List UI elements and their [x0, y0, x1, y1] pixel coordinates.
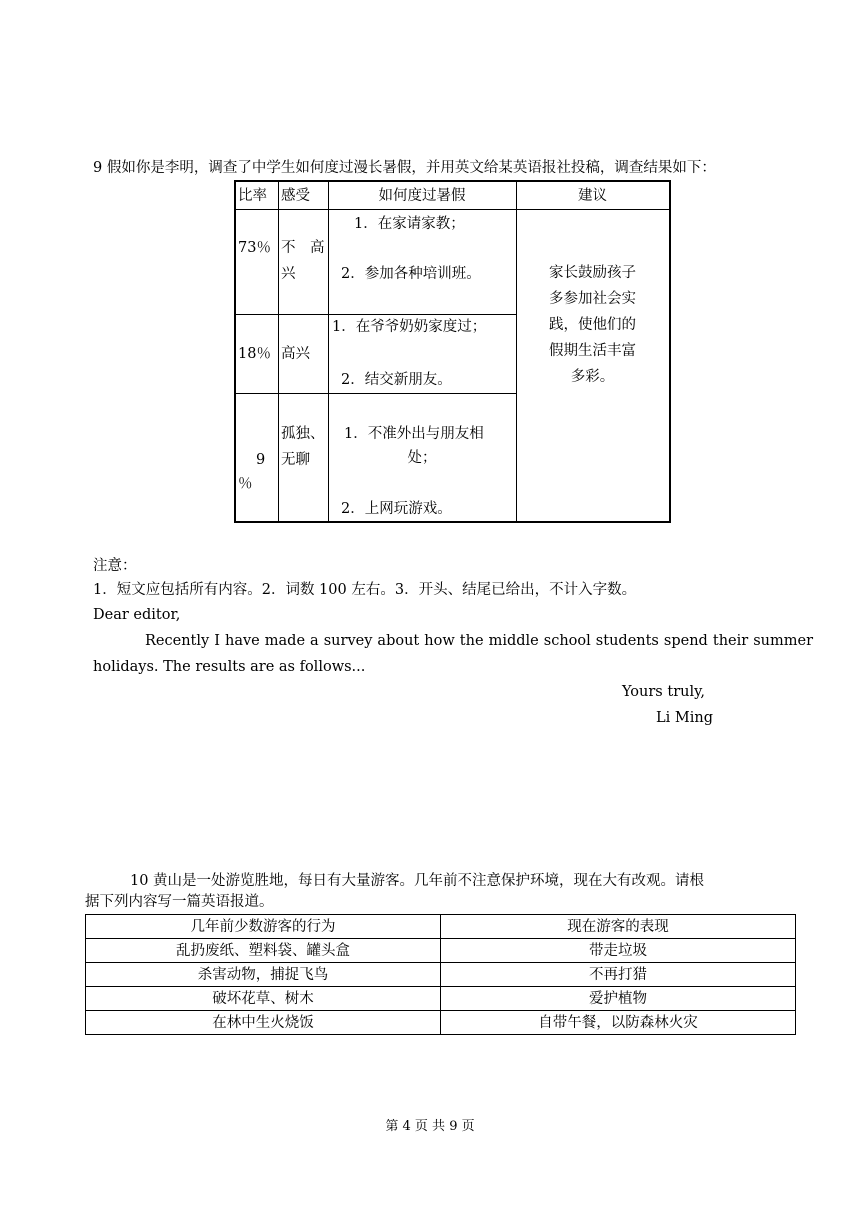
- q10-prompt-line2: 据下列内容写一篇英语报道。: [85, 894, 274, 910]
- table-cell: 不再打猎: [441, 963, 796, 987]
- row2-feeling: 高兴: [281, 346, 310, 362]
- advice-line: 践，使他们的: [549, 317, 636, 333]
- table-row: [86, 939, 796, 963]
- letter-signature: Li Ming: [656, 710, 713, 726]
- advice-line: 多参加社会实: [549, 291, 636, 307]
- row3-way-2: 2．上网玩游戏。: [341, 501, 452, 517]
- table-cell: 杀害动物，捕捉飞鸟: [86, 963, 441, 987]
- col-divider: [278, 182, 279, 521]
- row2-rate: 18％: [238, 346, 271, 362]
- row2-way-2: 2．结交新朋友。: [341, 372, 452, 388]
- survey-table: [234, 180, 671, 523]
- header-way: 如何度过暑假: [378, 188, 466, 204]
- table-row: [86, 963, 796, 987]
- header-rate: 比率: [238, 188, 267, 204]
- table-row: [86, 1011, 796, 1035]
- header-advice: 建议: [578, 188, 607, 204]
- letter-paragraph-line1: Recently I have made a survey about how the middle school students spend their summer: [145, 633, 813, 649]
- row-divider: [236, 209, 516, 210]
- q10-prompt-line1: 10 黄山是一处游览胜地，每日有大量游客。几年前不注意保护环境，现在大有改观。请根: [130, 873, 705, 889]
- table-header-row: [86, 915, 796, 939]
- table-cell: 爱护植物: [441, 987, 796, 1011]
- table-row: [86, 987, 796, 1011]
- letter-greeting: Dear editor,: [93, 607, 181, 623]
- row-divider: [516, 209, 669, 210]
- table-cell: 乱扔废纸、塑料袋、罐头盒: [86, 939, 441, 963]
- letter-closing: Yours truly,: [622, 684, 705, 700]
- row3-feeling-line2: 无聊: [281, 452, 310, 468]
- advice-line: 假期生活丰富: [549, 343, 636, 359]
- row3-way-1b: 处；: [407, 450, 437, 466]
- advice-line: 家长鼓励孩子: [549, 265, 636, 281]
- q9-prompt: 9 假如你是李明，调查了中学生如何度过漫长暑假，并用英文给某英语报社投稿，调查结果如下：: [93, 160, 716, 176]
- row1-feeling-line2: 兴: [281, 266, 296, 282]
- row1-rate: 73％: [238, 240, 271, 256]
- row-divider: [236, 393, 516, 394]
- row3-feeling-line1: 孤独、: [281, 426, 325, 442]
- header-feeling: 感受: [281, 188, 310, 204]
- row3-way-1: 1．不准外出与朋友相: [344, 426, 484, 442]
- table-header-cell: 几年前少数游客的行为: [86, 915, 441, 939]
- advice-line: 多彩。: [570, 369, 615, 385]
- q10-table: [85, 914, 796, 1035]
- table-cell: 破坏花草、树木: [86, 987, 441, 1011]
- row1-feeling-line1: 不 高: [281, 240, 325, 256]
- row3-rate-line2: ％: [238, 476, 253, 492]
- row3-rate-line1: 9: [256, 452, 266, 468]
- table-cell: 在林中生火烧饭: [86, 1011, 441, 1035]
- page-footer: 第 4 页 共 9 页: [385, 1119, 475, 1134]
- row1-way-1: 1．在家请家教；: [354, 216, 465, 232]
- table-header-cell: 现在游客的表现: [441, 915, 796, 939]
- row2-way-1: 1．在爷爷奶奶家度过；: [332, 319, 487, 335]
- row-divider: [236, 314, 516, 315]
- notes-text: 1．短文应包括所有内容。2．词数 100 左右。3．开头、结尾已给出，不计入字数。: [93, 582, 637, 598]
- row1-way-2: 2．参加各种培训班。: [341, 266, 481, 282]
- table-cell: 自带午餐，以防森林火灾: [441, 1011, 796, 1035]
- col-divider: [328, 182, 329, 521]
- letter-paragraph-line2: holidays. The results are as follows...: [93, 659, 366, 675]
- notes-title: 注意：: [93, 558, 137, 574]
- table-cell: 带走垃圾: [441, 939, 796, 963]
